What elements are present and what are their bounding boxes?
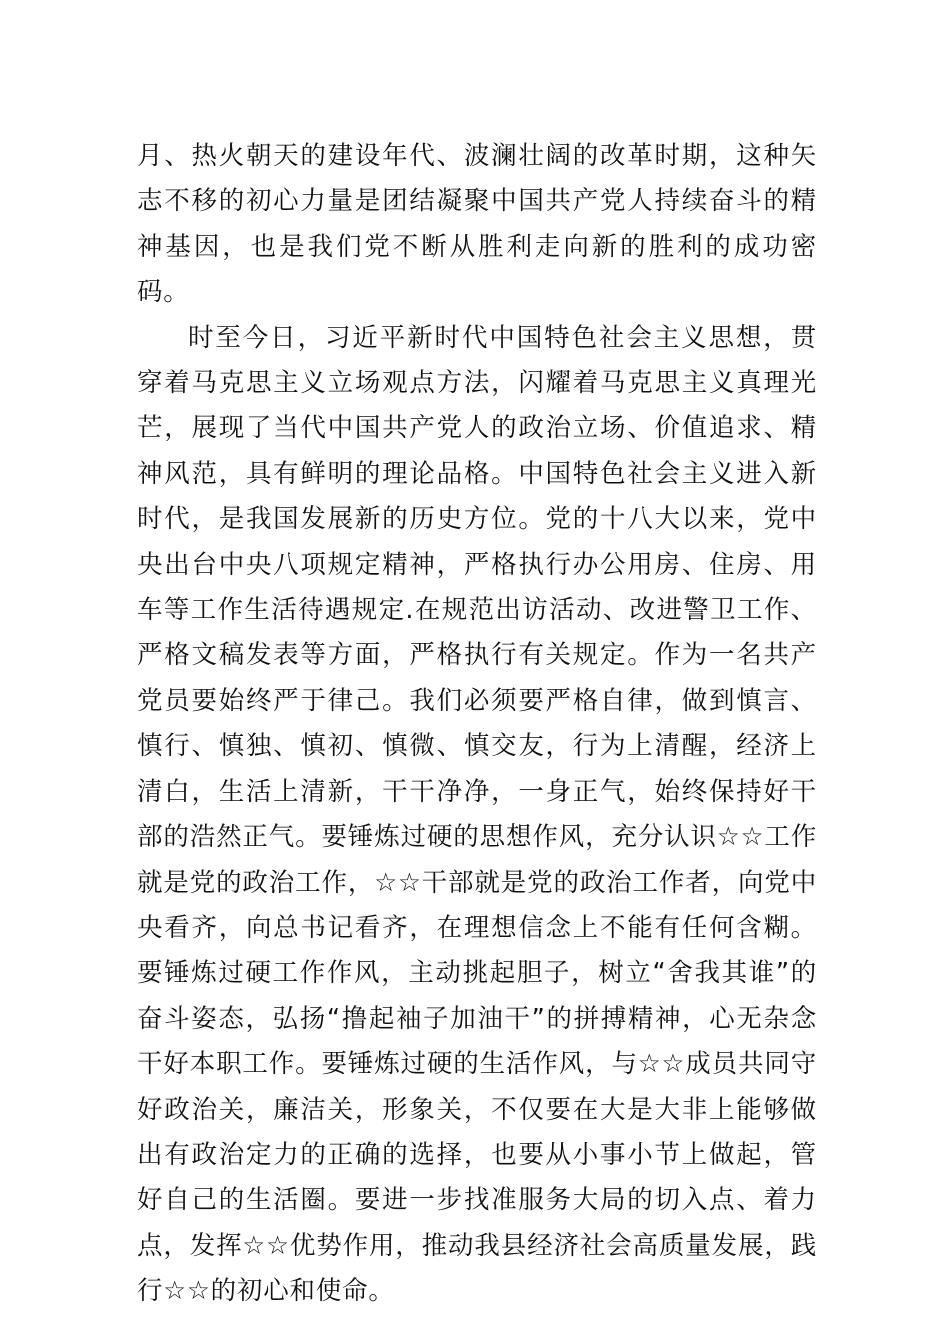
paragraph-main: 时至今日，习近平新时代中国特色社会主义思想，贯穿着马克思主义立场观点方法，闪耀着马克思主义真理光芒，展现了当代中国共产党人的政治立场、价值追求、精神风范，具有鲜明的理论品格。中国特色社会主义进入新时代，是我国发展新的历史方位。党的十八大以来，党中央出台中央八项规定精神，严格执行办公用房、住房、用车等工作生活待遇规定.在规范出访活动、改进警卫工作、严格文稿发表等方面，严格执行有关规定。作为一名共产党员要始终严于律己。我们必须要严格自律，做到慎言、慎行、慎独、慎初、慎微、慎交友，行为上清醒，经济上清白，生活上清新，干干净净，一身正气，始终保持好干部的浩然正气。要锤炼过硬的思想作风，充分认识☆☆工作就是党的政治工作，☆☆干部就是党的政治工作者，向党中央看齐，向总书记看齐，在理想信念上不能有任何含糊。要锤炼过硬工作作风，主动挑起胆子，树立“舍我其谁”的奋斗姿态，弘扬“撸起袖子加油干”的拼搏精神，心无杂念干好本职工作。要锤炼过硬的生活作风，与☆☆成员共同守好政治关，廉洁关，形象关，不仅要在大是大非上能够做出有政治定力的正确的选择，也要从小事小节上做起，管好自己的生活圈。要进一步找准服务大局的切入点、着力点，发挥☆☆优势作用，推动我县经济社会高质量发展，践行☆☆的初心和使命。 (137, 322, 817, 1307)
paragraph-continuation: 月、热火朝天的建设年代、波澜壮阔的改革时期，这种矢志不移的初心力量是团结凝聚中国共产党人持续奋斗的精神基因，也是我们党不断从胜利走向新的胜利的成功密码。 (137, 141, 817, 308)
body-text (137, 134, 817, 1315)
